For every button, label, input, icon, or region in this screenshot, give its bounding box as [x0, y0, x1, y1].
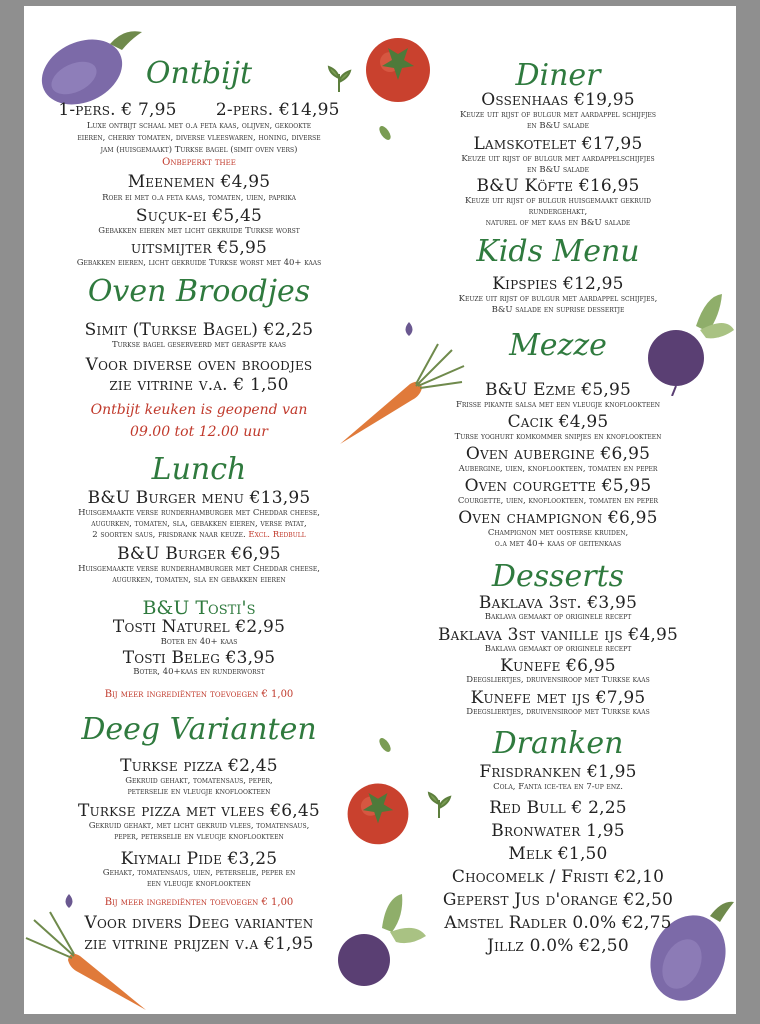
menu-item-jillz: Jillz 0.0% €2,50 — [487, 936, 629, 956]
menu-item-jus-dorange: Geperst Jus d'orange €2,50 — [442, 890, 674, 910]
menu-item-desc: Boter, 40+kaas en runderworst — [133, 667, 265, 677]
menu-item-meenemen: Meenemen €4,95 — [127, 172, 271, 192]
menu-item-desc: Deegsliertjes, druivensiroop met Turkse kaas — [466, 675, 650, 685]
menu-item-lamskotelet: Lamskotelet €17,95 — [473, 134, 643, 154]
menu-item-cacik: Cacik €4,95 — [507, 412, 609, 432]
menu-item-frisdranken: Frisdranken €1,95 — [479, 762, 637, 782]
menu-item-baklava-ijs: Baklava 3st vanille ijs €4,95 — [437, 625, 679, 645]
unlimited-tea-note: Onbeperkt thee — [162, 157, 236, 168]
menu-item-desc: rundergehakt, — [528, 207, 588, 217]
menu-item-desc: Keuze uit rijst of bulgur met aardappel schijfjes, — [458, 294, 658, 304]
menu-item-desc: Courgette, uien, knoflookteen, tomaten en peper — [457, 496, 659, 506]
section-title-desserts: Desserts — [491, 559, 625, 594]
section-title-mezze: Mezze — [509, 328, 607, 363]
menu-item-chocomelk: Chocomelk / Fristi €2,10 — [451, 867, 665, 887]
menu-item-oven-aubergine: Oven aubergine €6,95 — [465, 444, 651, 464]
menu-item-desc: Roer ei met o.a feta kaas, tomaten, uien, paprika — [102, 193, 296, 203]
menu-item-desc: Keuze uit rijst of bulgur huisgemaakt gekruid — [465, 196, 651, 206]
menu-item-desc: Gekruid gehakt, tomatensaus, peper, — [125, 776, 273, 786]
ontbijt-1-pers: 1-pers. € 7,95 — [58, 100, 177, 120]
menu-page — [24, 6, 736, 1014]
menu-item-desc: Gehakt, tomatensaus, uien, peterselie, peper en — [102, 868, 296, 878]
menu-item-desc: Baklava gemaakt op originele recept — [484, 644, 632, 654]
kitchen-hours-line-1: Ontbijt keuken is geopend van — [90, 402, 308, 418]
menu-item-desc: augurken, tomaten, sla, gebakken eieren, verse patat, — [91, 519, 307, 529]
section-title-kids-menu: Kids Menu — [476, 234, 640, 269]
oven-vitrine-line-2: zie vitrine v.a. € 1,50 — [109, 375, 289, 395]
menu-item-desc: Champignon met oosterse kruiden, — [487, 528, 629, 538]
menu-item-simit: Simit (Turkse Bagel) €2,25 — [84, 320, 314, 340]
menu-item-desc: Turkse bagel geserveerd met geraspte kaas — [111, 340, 287, 350]
menu-item-ezme: B&U Ezme €5,95 — [484, 380, 632, 400]
menu-item-oven-courgette: Oven courgette €5,95 — [464, 476, 652, 496]
menu-item-red-bull: Red Bull € 2,25 — [489, 798, 627, 818]
section-title-tosti: B&U Tosti's — [142, 597, 256, 619]
menu-item-turkse-pizza: Turkse pizza €2,45 — [120, 756, 278, 776]
menu-item-desc: naturel of met kaas en B&U salade — [485, 218, 631, 228]
menu-item-ossenhaas: Ossenhaas €19,95 — [481, 90, 635, 110]
menu-item-desc: Aubergine, uien, knoflookteen, tomaten en peper — [458, 464, 658, 474]
menu-item-desc: augurken, tomaten, sla en gebakken eieren — [112, 575, 286, 585]
ontbijt-desc-3: jam (huisgemaakt) Turkse bagel (simit oven vers) — [100, 145, 298, 155]
menu-item-desc: Deegsliertjes, druivensiroop met Turkse kaas — [466, 707, 650, 717]
ontbijt-2-pers: 2-pers. €14,95 — [215, 100, 340, 120]
menu-item-desc: Gebakken eieren met licht gekruide Turkse worst — [98, 226, 300, 236]
menu-item-desc: peterselie en vleugje knoflookteen — [127, 787, 271, 797]
menu-item-desc: Keuze uit rijst of bulgur met aardappelschijfjes — [461, 154, 655, 164]
menu-item-desc: Keuze uit rijst of bulgur met aardappel schijfjes — [459, 110, 657, 120]
menu-item-tosti-naturel: Tosti Naturel €2,95 — [112, 617, 286, 637]
section-title-deeg-varianten: Deeg Varianten — [81, 712, 317, 747]
extra-ingredients-note: Bij meer ingrediënten toevoegen € 1,00 — [104, 897, 294, 908]
section-title-diner: Diner — [515, 58, 601, 93]
menu-item-desc: een vleugje knoflookteen — [147, 879, 251, 889]
menu-item-desc: o.a met 40+ kaas of geitenkaas — [494, 539, 622, 549]
deeg-vitrine-line-1: Voor divers Deeg varianten — [84, 913, 314, 933]
menu-item-desc: Cola, Fanta ice-tea en 7-up enz. — [493, 782, 623, 792]
ontbijt-desc-1: Luxe ontbijt schaal met o.a feta kaas, olijven, gekookte — [86, 121, 312, 131]
menu-item-burger-menu: B&U Burger menu €13,95 — [87, 488, 311, 508]
menu-item-desc: Baklava gemaakt op originele recept — [484, 612, 632, 622]
menu-item-oven-champignon: Oven champignon €6,95 — [458, 508, 658, 528]
menu-item-kipspies: Kipspies €12,95 — [492, 274, 624, 294]
menu-item-bronwater: Bronwater 1,95 — [491, 821, 625, 841]
menu-item-desc: Huisgemaakte verse runderhamburger met Cheddar cheese, — [78, 564, 320, 574]
menu-item-desc: Huisgemaakte verse runderhamburger met Cheddar cheese, — [78, 508, 320, 518]
deeg-vitrine-line-2: zie vitrine prijzen v.a €1,95 — [84, 934, 314, 954]
menu-item-uitsmijter: uitsmijter €5,95 — [131, 238, 267, 258]
menu-item-desc: B&U salade en suprise dessertje — [491, 305, 625, 315]
ontbijt-desc-2: eieren, cherry tomaten, diverse vleeswaren, honing, diverse — [77, 133, 321, 143]
menu-item-melk: Melk €1,50 — [508, 844, 608, 864]
menu-item-desc: Boter en 40+ kaas — [160, 637, 238, 647]
menu-item-kofte: B&U Köfte €16,95 — [476, 176, 640, 196]
menu-item-desc: Gebakken eieren, licht gekruide Turkse worst met 40+ kaas — [76, 258, 322, 268]
menu-item-desc: en B&U salade — [527, 121, 589, 131]
menu-item-turkse-pizza-vlees: Turkse pizza met vlees €6,45 — [78, 801, 320, 821]
oven-vitrine-line-1: Voor diverse oven broodjes — [85, 355, 313, 375]
section-title-dranken: Dranken — [492, 726, 624, 761]
menu-item-kiymali-pide: Kiymali Pide €3,25 — [120, 849, 278, 869]
menu-item-sucuk-ei: Suçuk-ei €5,45 — [135, 206, 263, 226]
menu-item-radler: Amstel Radler 0.0% €2,75 — [444, 913, 672, 933]
menu-item-kunefe-ijs: Kunefe met ijs €7,95 — [470, 688, 646, 708]
extra-ingredients-note: Bij meer ingrediënten toevoegen € 1,00 — [104, 689, 294, 700]
section-title-oven-broodjes: Oven Broodjes — [87, 274, 311, 309]
section-title-lunch: Lunch — [151, 452, 247, 487]
menu-item-desc: 2 soorten saus, frisdrank naar keuze. Excl. Redbull — [92, 530, 306, 540]
redbull-exclusion: Excl. Redbull — [248, 530, 306, 540]
menu-item-baklava: Baklava 3st. €3,95 — [478, 593, 638, 613]
menu-item-tosti-beleg: Tosti Beleg €3,95 — [122, 648, 276, 668]
menu-item-desc: Frisse pikante salsa met een vleugje knoflookteen — [456, 400, 660, 410]
kitchen-hours-line-2: 09.00 tot 12.00 uur — [130, 424, 268, 440]
section-title-ontbijt: Ontbijt — [145, 56, 253, 91]
menu-item-desc: peper, peterselie en vleugje knoflookteen — [114, 832, 284, 842]
ontbijt-prices — [24, 100, 374, 120]
menu-item-desc: Gekruid gehakt, met licht gekruid vlees, tomatensaus, — [88, 821, 310, 831]
menu-item-desc: en B&U salade — [527, 165, 589, 175]
menu-item-kunefe: Kunefe €6,95 — [500, 656, 616, 676]
menu-item-desc: Turse yoghurt komkommer snipjes en knoflookteen — [454, 432, 662, 442]
menu-item-burger: B&U Burger €6,95 — [117, 544, 281, 564]
